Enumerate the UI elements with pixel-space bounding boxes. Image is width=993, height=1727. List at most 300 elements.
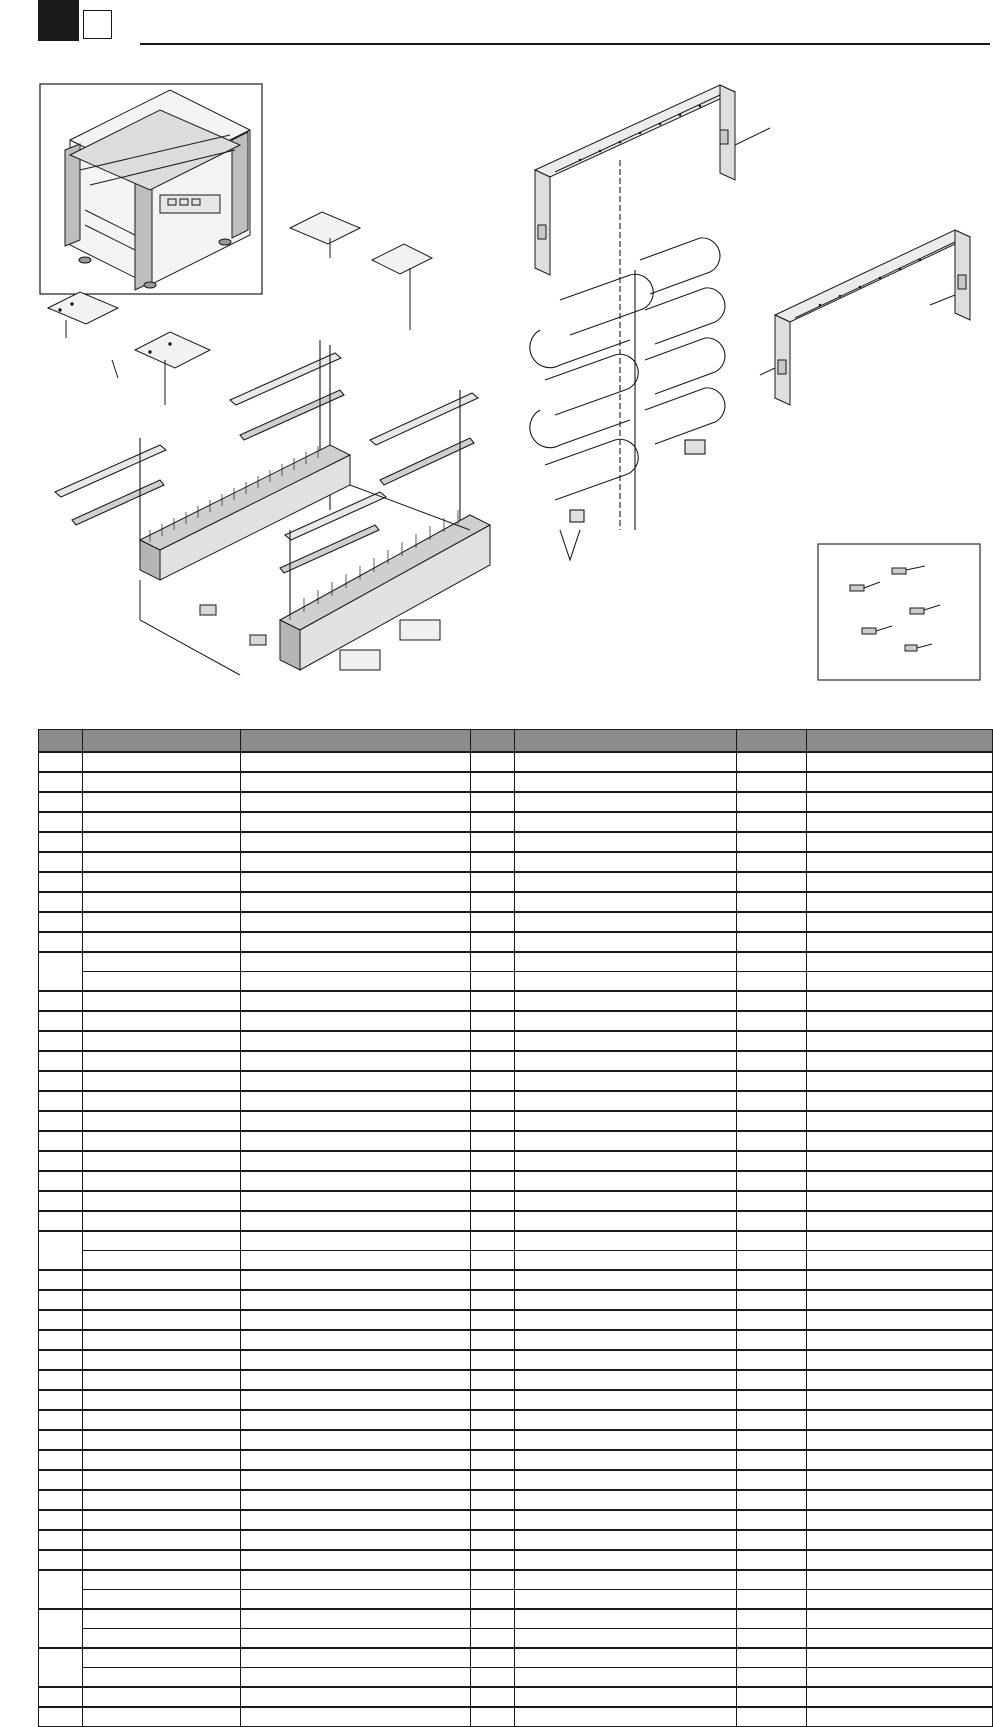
table-cell	[807, 1091, 993, 1111]
table-row	[39, 1470, 993, 1490]
table-cell	[39, 1470, 83, 1490]
table-cell	[83, 1410, 241, 1430]
table-cell	[241, 991, 471, 1011]
table-cell	[515, 912, 737, 932]
table-row	[39, 991, 993, 1011]
table-cell	[83, 1570, 241, 1590]
table-cell	[471, 1191, 515, 1211]
table-cell	[471, 852, 515, 872]
table-cell	[241, 1470, 471, 1490]
table-row	[39, 1687, 993, 1707]
table-cell	[471, 1031, 515, 1051]
table-cell	[83, 1470, 241, 1490]
table-cell	[515, 1350, 737, 1370]
table-cell	[83, 1687, 241, 1707]
table-cell	[807, 1310, 993, 1330]
table-cell	[515, 1707, 737, 1727]
table-cell	[807, 1031, 993, 1051]
table-cell	[515, 1111, 737, 1131]
table-cell	[471, 752, 515, 772]
table-cell	[515, 752, 737, 772]
table-cell	[807, 1470, 993, 1490]
table-row	[39, 772, 993, 792]
table-row	[39, 1410, 993, 1430]
table-cell	[515, 772, 737, 792]
table-cell	[241, 1530, 471, 1550]
table-cell	[515, 1370, 737, 1390]
table-row	[39, 1590, 993, 1610]
table-cell	[39, 1011, 83, 1031]
table-cell	[83, 892, 241, 912]
table-cell	[83, 1330, 241, 1350]
table-cell	[515, 991, 737, 1011]
table-cell	[241, 1131, 471, 1151]
table-cell	[515, 1609, 737, 1629]
col-part-no	[83, 730, 241, 753]
table-row	[39, 1290, 993, 1310]
table-cell	[83, 1490, 241, 1510]
table-cell	[515, 1290, 737, 1310]
table-cell	[807, 1191, 993, 1211]
table-cell	[241, 1151, 471, 1171]
table-cell	[515, 1510, 737, 1530]
table-cell	[471, 1131, 515, 1151]
table-cell	[241, 1609, 471, 1629]
table-cell	[39, 1648, 83, 1687]
table-cell	[807, 1648, 993, 1668]
table-cell	[737, 952, 807, 972]
table-cell	[807, 852, 993, 872]
table-cell	[241, 1330, 471, 1350]
table-cell	[737, 1648, 807, 1668]
table-cell	[515, 872, 737, 892]
table-cell	[83, 1350, 241, 1370]
table-cell	[807, 812, 993, 832]
table-row	[39, 1091, 993, 1111]
table-cell	[241, 892, 471, 912]
col-qty	[471, 730, 515, 753]
table-cell	[807, 991, 993, 1011]
table-cell	[807, 1590, 993, 1610]
table-cell	[515, 1470, 737, 1490]
table-cell	[83, 1131, 241, 1151]
table-row	[39, 1131, 993, 1151]
table-cell	[39, 1171, 83, 1191]
table-row	[39, 872, 993, 892]
table-row	[39, 1251, 993, 1271]
table-cell	[737, 1251, 807, 1271]
table-cell	[39, 912, 83, 932]
table-cell	[39, 1390, 83, 1410]
table-cell	[807, 1211, 993, 1231]
table-cell	[515, 1648, 737, 1668]
table-row	[39, 972, 993, 992]
table-cell	[241, 1071, 471, 1091]
table-cell	[737, 1570, 807, 1590]
table-cell	[83, 952, 241, 972]
table-cell	[241, 1191, 471, 1211]
table-cell	[471, 1450, 515, 1470]
table-row	[39, 1390, 993, 1410]
table-row	[39, 892, 993, 912]
table-row	[39, 792, 993, 812]
table-cell	[737, 812, 807, 832]
table-cell	[737, 972, 807, 992]
table-row	[39, 1111, 993, 1131]
table-cell	[515, 1231, 737, 1251]
gantry-frame-left	[535, 85, 770, 275]
table-header-row	[39, 730, 993, 753]
table-cell	[471, 1707, 515, 1727]
table-cell	[515, 1410, 737, 1430]
table-cell	[39, 1707, 83, 1727]
table-cell	[39, 1550, 83, 1570]
table-cell	[39, 1450, 83, 1470]
table-cell	[471, 1051, 515, 1071]
table-cell	[241, 1510, 471, 1530]
table-cell	[241, 1550, 471, 1570]
section-tab-outline	[83, 10, 112, 39]
table-cell	[471, 1390, 515, 1410]
table-cell	[241, 1430, 471, 1450]
table-cell	[515, 1570, 737, 1590]
table-cell	[241, 1707, 471, 1727]
table-cell	[241, 1450, 471, 1470]
table-cell	[737, 832, 807, 852]
table-cell	[39, 852, 83, 872]
table-row	[39, 1151, 993, 1171]
table-cell	[737, 852, 807, 872]
table-cell	[737, 1510, 807, 1530]
table-cell	[39, 892, 83, 912]
table-row	[39, 752, 993, 772]
table-cell	[737, 1390, 807, 1410]
table-cell	[83, 1251, 241, 1271]
table-cell	[737, 1051, 807, 1071]
table-cell	[83, 1231, 241, 1251]
table-cell	[83, 1590, 241, 1610]
table-cell	[807, 912, 993, 932]
table-cell	[471, 932, 515, 952]
table-cell	[83, 1191, 241, 1211]
table-cell	[241, 1590, 471, 1610]
table-cell	[241, 1668, 471, 1688]
table-cell	[737, 1629, 807, 1649]
table-cell	[241, 1648, 471, 1668]
table-cell	[471, 892, 515, 912]
table-cell	[515, 1530, 737, 1550]
table-cell	[83, 991, 241, 1011]
table-row	[39, 832, 993, 852]
table-cell	[83, 812, 241, 832]
table-cell	[471, 1071, 515, 1091]
table-cell	[39, 1410, 83, 1430]
table-cell	[83, 1290, 241, 1310]
table-cell	[39, 991, 83, 1011]
table-row	[39, 1370, 993, 1390]
table-cell	[241, 1111, 471, 1131]
table-cell	[83, 792, 241, 812]
table-cell	[83, 1171, 241, 1191]
table-cell	[807, 772, 993, 792]
table-cell	[515, 1330, 737, 1350]
table-row	[39, 1231, 993, 1251]
table-cell	[807, 1171, 993, 1191]
table-cell	[807, 1629, 993, 1649]
table-cell	[39, 1510, 83, 1530]
table-row	[39, 1031, 993, 1051]
table-cell	[83, 1550, 241, 1570]
table-cell	[515, 1051, 737, 1071]
table-cell	[241, 772, 471, 792]
table-cell	[471, 1091, 515, 1111]
table-cell	[83, 1510, 241, 1530]
table-cell	[471, 1330, 515, 1350]
table-cell	[39, 1430, 83, 1450]
col-remarks	[515, 730, 737, 753]
table-row	[39, 1707, 993, 1727]
table-cell	[241, 952, 471, 972]
table-cell	[39, 752, 83, 772]
table-cell	[241, 1251, 471, 1271]
table-cell	[39, 1051, 83, 1071]
table-cell	[83, 1609, 241, 1629]
table-cell	[737, 1270, 807, 1290]
table-cell	[515, 792, 737, 812]
table-row	[39, 1330, 993, 1350]
table-cell	[737, 912, 807, 932]
table-cell	[737, 1430, 807, 1450]
table-cell	[737, 872, 807, 892]
table-cell	[515, 1270, 737, 1290]
table-cell	[807, 1071, 993, 1091]
table-row	[39, 1629, 993, 1649]
table-cell	[241, 912, 471, 932]
table-cell	[241, 812, 471, 832]
table-cell	[83, 1707, 241, 1727]
table-row	[39, 1171, 993, 1191]
table-row	[39, 1648, 993, 1668]
table-cell	[241, 1231, 471, 1251]
table-cell	[737, 1191, 807, 1211]
table-cell	[471, 1370, 515, 1390]
table-row	[39, 912, 993, 932]
table-cell	[83, 1270, 241, 1290]
table-cell	[39, 952, 83, 991]
table-cell	[737, 1370, 807, 1390]
header-rule	[140, 43, 990, 45]
table-cell	[39, 872, 83, 892]
table-cell	[515, 1550, 737, 1570]
table-row	[39, 1550, 993, 1570]
table-cell	[737, 1131, 807, 1151]
table-cell	[737, 1031, 807, 1051]
table-cell	[515, 1031, 737, 1051]
table-cell	[83, 1310, 241, 1330]
table-cell	[515, 852, 737, 872]
table-cell	[39, 1490, 83, 1510]
table-cell	[515, 1390, 737, 1410]
table-cell	[39, 1191, 83, 1211]
table-cell	[471, 1410, 515, 1430]
table-cell	[737, 1071, 807, 1091]
table-cell	[39, 792, 83, 812]
table-cell	[807, 892, 993, 912]
table-cell	[807, 1450, 993, 1470]
table-cell	[807, 1609, 993, 1629]
table-cell	[515, 832, 737, 852]
table-cell	[807, 1151, 993, 1171]
table-cell	[39, 1111, 83, 1131]
col-note	[807, 730, 993, 753]
table-cell	[471, 1530, 515, 1550]
table-cell	[39, 1570, 83, 1609]
table-cell	[471, 1430, 515, 1450]
table-cell	[471, 772, 515, 792]
table-cell	[737, 932, 807, 952]
table-cell	[807, 1330, 993, 1350]
table-row	[39, 1011, 993, 1031]
table-cell	[241, 1091, 471, 1111]
table-cell	[471, 1290, 515, 1310]
table-cell	[807, 1231, 993, 1251]
table-cell	[471, 991, 515, 1011]
table-row	[39, 1570, 993, 1590]
table-cell	[737, 1111, 807, 1131]
table-cell	[241, 1171, 471, 1191]
table-cell	[471, 1687, 515, 1707]
table-cell	[39, 1370, 83, 1390]
table-cell	[471, 872, 515, 892]
table-cell	[83, 852, 241, 872]
table-cell	[737, 1310, 807, 1330]
table-cell	[807, 1270, 993, 1290]
table-row	[39, 1270, 993, 1290]
table-cell	[241, 852, 471, 872]
table-cell	[39, 1131, 83, 1151]
table-cell	[241, 1211, 471, 1231]
table-row	[39, 1071, 993, 1091]
table-cell	[471, 812, 515, 832]
table-cell	[807, 1251, 993, 1271]
table-cell	[39, 772, 83, 792]
table-cell	[737, 1330, 807, 1350]
table-cell	[471, 1490, 515, 1510]
table-cell	[737, 1011, 807, 1031]
table-cell	[737, 1290, 807, 1310]
table-cell	[241, 872, 471, 892]
table-cell	[83, 752, 241, 772]
table-cell	[471, 1550, 515, 1570]
table-cell	[807, 1510, 993, 1530]
parts-list-table	[38, 729, 993, 1727]
table-cell	[83, 912, 241, 932]
table-cell	[807, 1131, 993, 1151]
table-cell	[241, 1051, 471, 1071]
table-row	[39, 1310, 993, 1330]
table-cell	[807, 1390, 993, 1410]
table-cell	[241, 1011, 471, 1031]
inset-machine-view	[40, 84, 262, 294]
table-cell	[39, 1151, 83, 1171]
table-cell	[737, 1609, 807, 1629]
table-row	[39, 1430, 993, 1450]
table-cell	[241, 972, 471, 992]
table-row	[39, 932, 993, 952]
table-cell	[807, 872, 993, 892]
table-cell	[807, 1370, 993, 1390]
table-cell	[515, 1251, 737, 1271]
table-cell	[471, 952, 515, 972]
table-cell	[241, 1310, 471, 1330]
table-cell	[737, 1590, 807, 1610]
table-cell	[39, 1211, 83, 1231]
col-no	[39, 730, 83, 753]
col-code	[737, 730, 807, 753]
table-cell	[39, 1091, 83, 1111]
table-cell	[515, 952, 737, 972]
table-cell	[737, 1231, 807, 1251]
table-cell	[471, 1609, 515, 1629]
table-row	[39, 852, 993, 872]
table-cell	[241, 1687, 471, 1707]
table-cell	[83, 1370, 241, 1390]
table-row	[39, 1510, 993, 1530]
table-cell	[471, 1151, 515, 1171]
table-cell	[471, 1629, 515, 1649]
table-cell	[83, 1051, 241, 1071]
table-cell	[39, 932, 83, 952]
table-cell	[471, 1590, 515, 1610]
table-cell	[241, 1490, 471, 1510]
table-cell	[515, 972, 737, 992]
table-cell	[515, 1430, 737, 1450]
table-cell	[241, 1390, 471, 1410]
table-cell	[241, 1410, 471, 1430]
table-cell	[39, 1290, 83, 1310]
table-cell	[83, 832, 241, 852]
table-cell	[39, 1310, 83, 1330]
table-cell	[807, 1011, 993, 1031]
table-cell	[241, 792, 471, 812]
table-cell	[241, 1370, 471, 1390]
table-cell	[39, 1609, 83, 1648]
table-body	[39, 752, 993, 1727]
table-cell	[471, 1470, 515, 1490]
table-cell	[515, 812, 737, 832]
table-cell	[83, 1648, 241, 1668]
table-cell	[83, 772, 241, 792]
table-cell	[39, 1530, 83, 1550]
table-cell	[515, 1450, 737, 1470]
table-cell	[241, 1270, 471, 1290]
table-cell	[39, 1071, 83, 1091]
table-cell	[737, 1530, 807, 1550]
table-cell	[807, 1111, 993, 1131]
table-cell	[515, 1071, 737, 1091]
table-cell	[515, 1629, 737, 1649]
table-cell	[515, 1687, 737, 1707]
table-cell	[471, 1570, 515, 1590]
base-frame	[140, 445, 490, 675]
table-cell	[807, 1550, 993, 1570]
table-cell	[471, 1211, 515, 1231]
table-cell	[471, 1510, 515, 1530]
table-cell	[807, 1410, 993, 1430]
table-cell	[807, 1290, 993, 1310]
table-row	[39, 1530, 993, 1550]
table-cell	[737, 1707, 807, 1727]
